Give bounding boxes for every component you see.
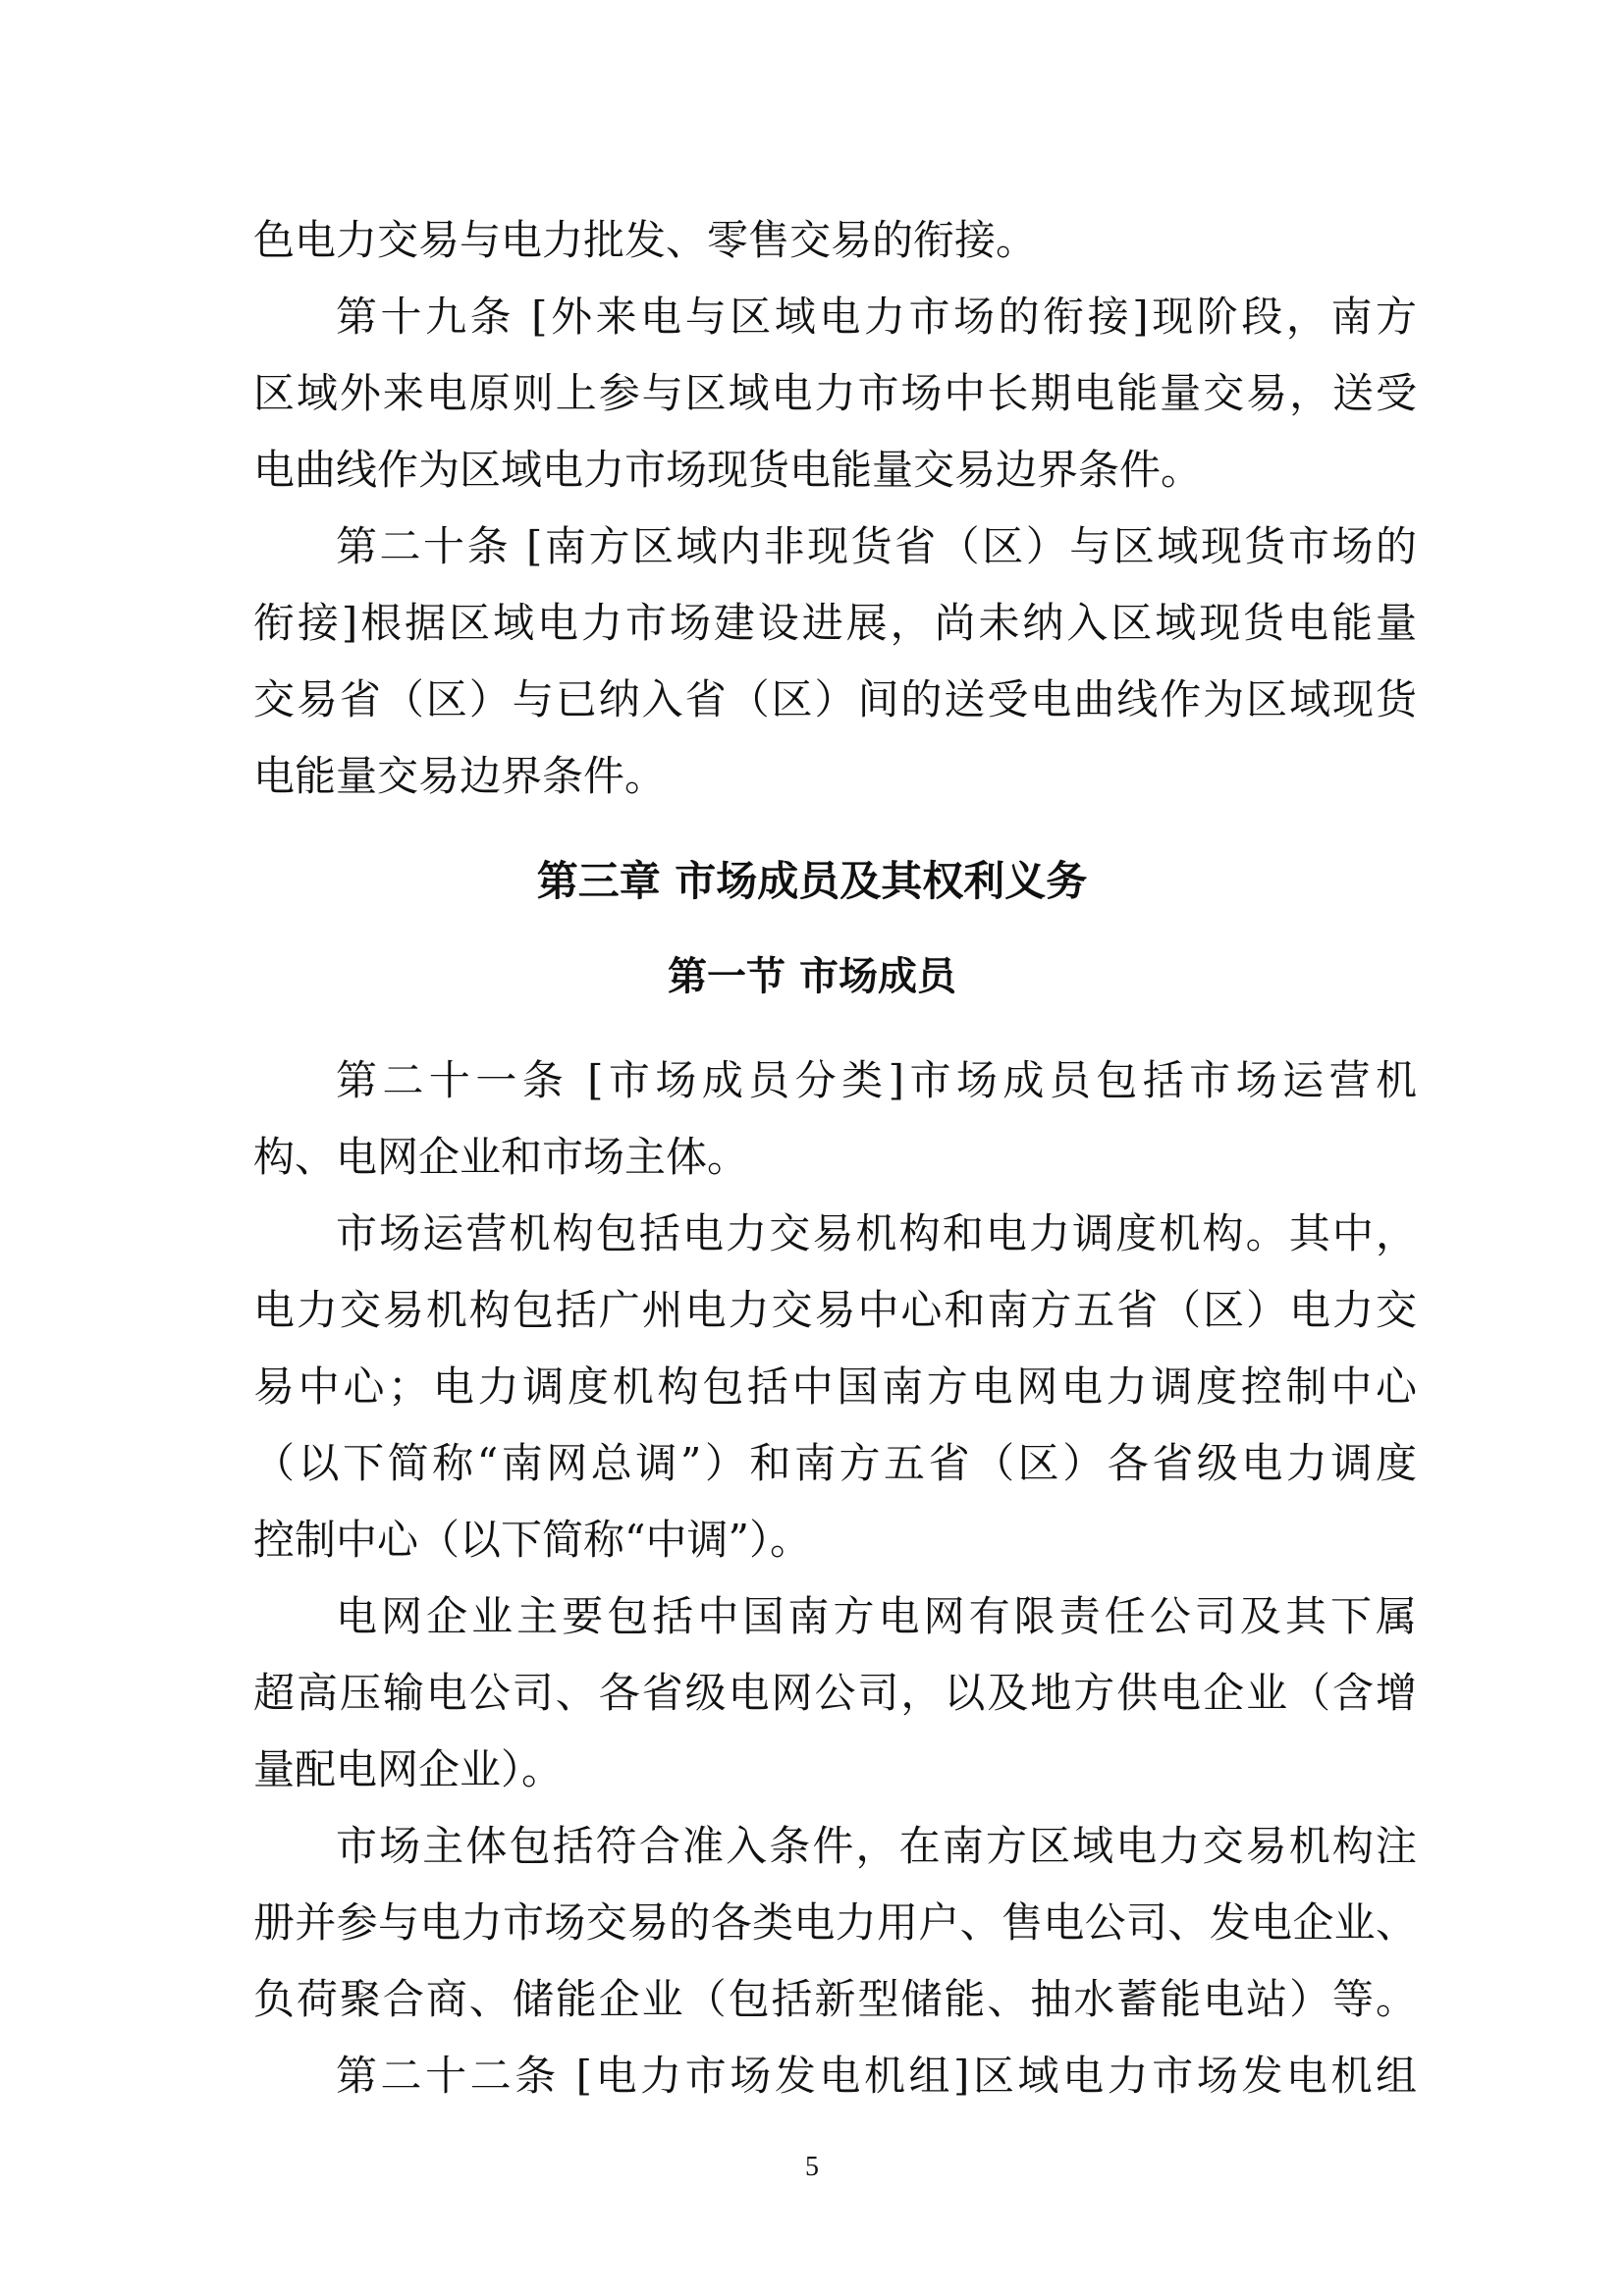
paragraph-line: 区域外来电原则上参与区域电力市场中长期电能量交易，送受	[253, 369, 1417, 417]
paragraph-line: 构、电网企业和市场主体。	[253, 1133, 749, 1181]
paragraph-line: 市场运营机构包括电力交易机构和电力调度机构。其中，	[336, 1209, 1417, 1257]
paragraph-line: 电能量交易边界条件。	[253, 752, 667, 800]
paragraph-line: 负荷聚合商、储能企业（包括新型储能、抽水蓄能电站）等。	[253, 1975, 1417, 2023]
chapter-heading: 第三章 市场成员及其权利义务	[536, 857, 1088, 905]
paragraph-line: 控制中心（以下简称“中调”）。	[253, 1516, 811, 1564]
paragraph-line: 易中心；电力调度机构包括中国南方电网电力调度控制中心	[253, 1362, 1417, 1411]
page-number: 5	[805, 2152, 819, 2182]
paragraph-line: （以下简称“南网总调”）和南方五省（区）各省级电力调度	[253, 1439, 1417, 1487]
paragraph-line: 第二十二条 [电力市场发电机组]区域电力市场发电机组	[336, 2052, 1417, 2100]
paragraph-line: 第十九条 [外来电与区域电力市场的衔接]现阶段，南方	[336, 293, 1417, 341]
paragraph-line: 册并参与电力市场交易的各类电力用户、售电公司、发电企业、	[253, 1898, 1417, 1947]
paragraph-line: 电网企业主要包括中国南方电网有限责任公司及其下属	[336, 1592, 1417, 1640]
paragraph-line: 电力交易机构包括广州电力交易中心和南方五省（区）电力交	[253, 1286, 1417, 1334]
paragraph-line: 衔接]根据区域电力市场建设进展，尚未纳入区域现货电能量	[253, 599, 1417, 647]
paragraph-line: 第二十一条 [市场成员分类]市场成员包括市场运营机	[336, 1056, 1417, 1104]
paragraph-line: 超高压输电公司、各省级电网公司，以及地方供电企业（含增	[253, 1669, 1417, 1717]
paragraph-line: 第二十条 [南方区域内非现货省（区）与区域现货市场的	[336, 522, 1417, 570]
paragraph-line: 交易省（区）与已纳入省（区）间的送受电曲线作为区域现货	[253, 675, 1417, 723]
paragraph-line: 市场主体包括符合准入条件，在南方区域电力交易机构注	[336, 1822, 1417, 1870]
paragraph-line: 量配电网企业）。	[253, 1745, 564, 1793]
paragraph-line: 色电力交易与电力批发、零售交易的衔接。	[253, 216, 1038, 264]
paragraph-line: 电曲线作为区域电力市场现货电能量交易边界条件。	[253, 446, 1203, 494]
section-heading: 第一节 市场成员	[668, 953, 956, 999]
